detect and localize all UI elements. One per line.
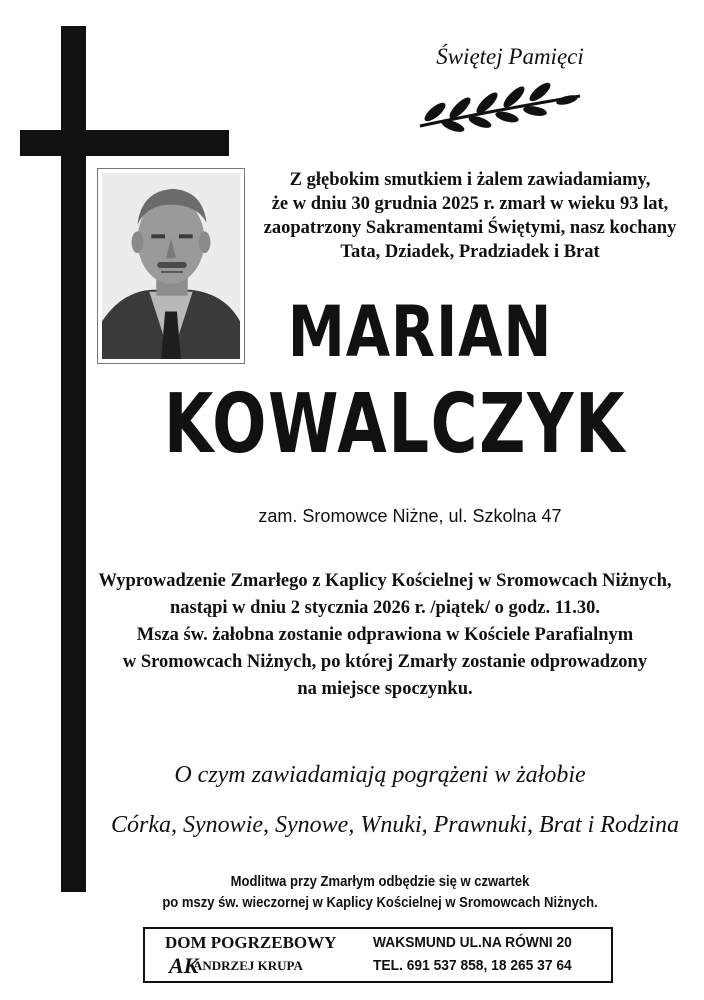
prayer-line: Modlitwa przy Zmarłym odbędzie się w czwartek [230, 874, 530, 890]
memorial-heading: Świętej Pamięci [436, 44, 584, 69]
deceased-photo-frame [97, 168, 245, 364]
funeral-home-address: WAKSMUND UL.NA RÓWNI 20 [373, 934, 572, 951]
funeral-home-phone: TEL. 691 537 858, 18 265 37 64 [373, 957, 572, 974]
deceased-portrait [102, 173, 240, 359]
family-list: Córka, Synowie, Synowe, Wnuki, Prawnuki, Brat i Rodzina [111, 812, 679, 838]
funeral-ceremony-details [85, 568, 685, 703]
deceased-last-name: KOWALCZYK [163, 377, 627, 472]
intro-line: zaopatrzony Sakramentami Świętymi, nasz kochany [263, 218, 677, 238]
announcement-intro [240, 168, 700, 264]
ceremony-line: w Sromowcach Niżnych, po której Zmarły zostanie odprowadzony [122, 652, 648, 672]
ceremony-line: Wyprowadzenie Zmarłego z Kaplicy Kościelnej w Sromowcach Niżnych, [98, 571, 672, 591]
intro-line: że w dniu 30 grudnia 2025 r. zmarł w wieku 93 lat, [271, 194, 669, 214]
intro-line: Tata, Dziadek, Pradziadek i Brat [340, 242, 600, 262]
funeral-home-owner: ANDRZEJ KRUPA [193, 958, 303, 973]
cross-horizontal-bar [20, 130, 229, 156]
mourners-heading: O czym zawiadamiają pogrążeni w żałobie [174, 762, 586, 788]
olive-branch-icon [415, 82, 585, 132]
intro-line: Z głębokim smutkiem i żalem zawiadamiamy, [289, 170, 651, 190]
ceremony-line: nastąpi w dniu 2 stycznia 2026 r. /piątek/ o godz. 11.30. [169, 598, 601, 618]
funeral-home-box [143, 927, 613, 983]
ceremony-line: Msza św. żałobna zostanie odprawiona w Kościele Parafialnym [136, 625, 634, 645]
deceased-address: zam. Sromowce Niżne, ul. Szkolna 47 [258, 506, 562, 526]
ceremony-line: na miejsce spoczynku. [297, 679, 473, 699]
funeral-home-logo: AK [169, 953, 199, 978]
prayer-notice [146, 872, 614, 914]
prayer-line: po mszy św. wieczornej w Kaplicy Kościelnej w Sromowcach Niżnych. [162, 895, 598, 911]
deceased-first-name: MARIAN [287, 291, 553, 373]
funeral-home-name: DOM POGRZEBOWY [165, 933, 337, 952]
